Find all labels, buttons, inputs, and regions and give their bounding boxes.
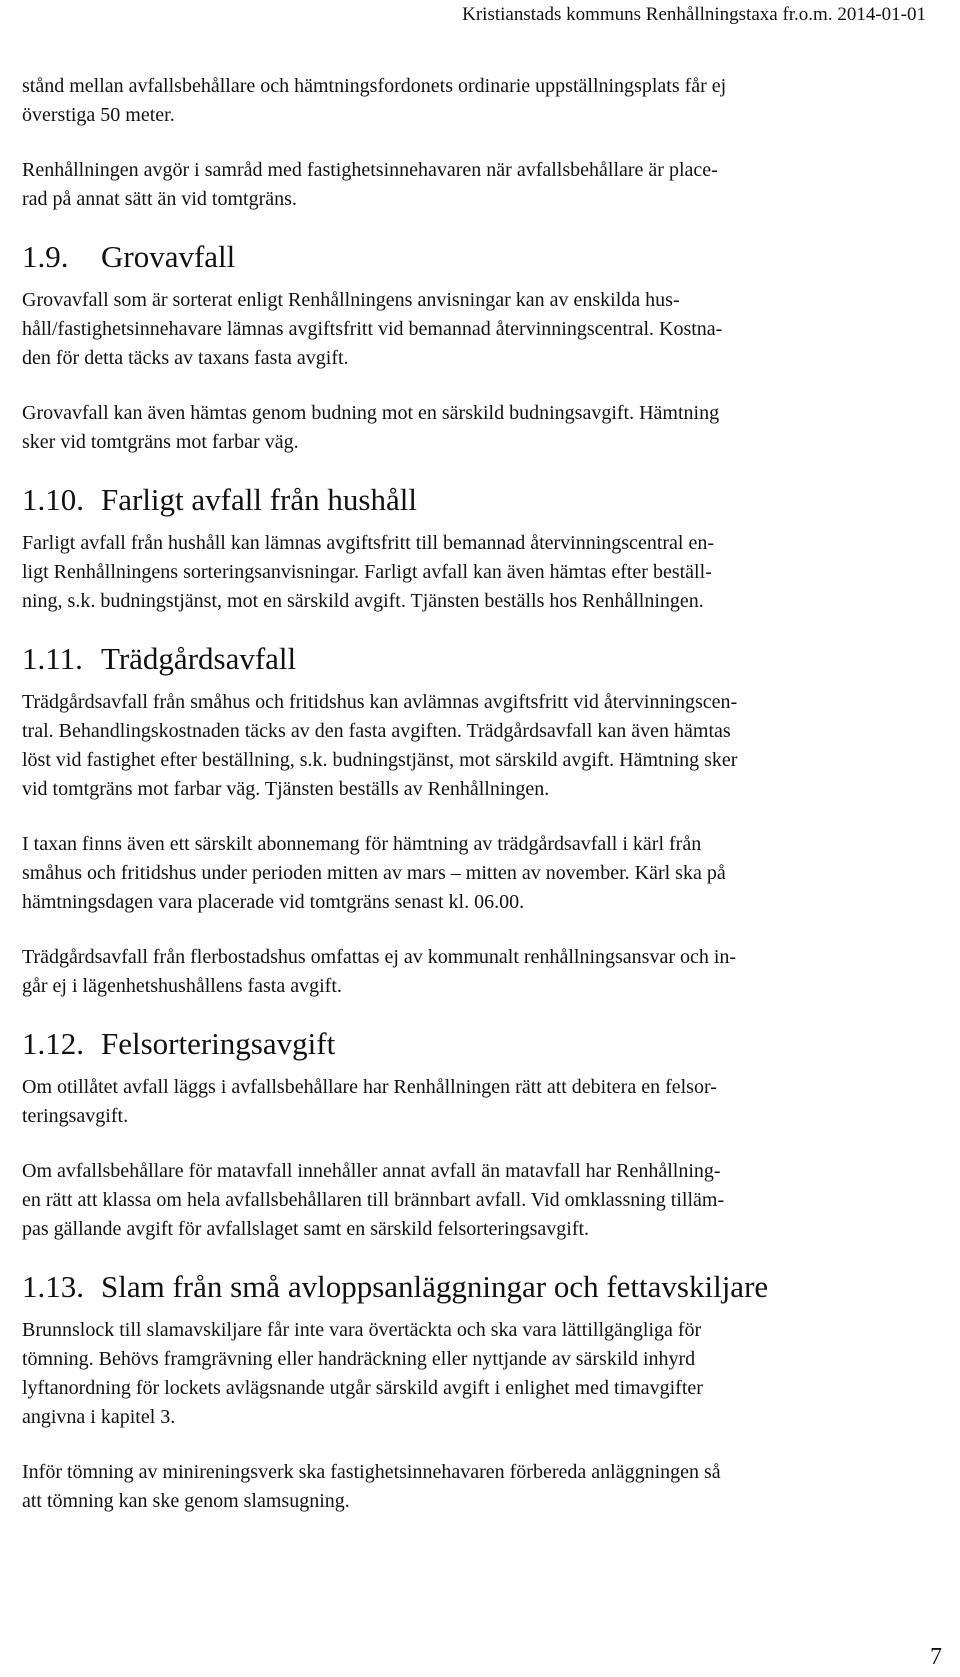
text-line: överstiga 50 meter. — [22, 104, 175, 126]
text-line: hämtningsdagen vara placerade vid tomtgräns senast kl. 06.00. — [22, 891, 525, 913]
section-title: Slam från små avloppsanläggningar och fettavskiljare — [101, 1269, 769, 1304]
paragraph — [22, 830, 942, 917]
text-line: Grovavfall kan även hämtas genom budning mot en särskild budningsavgift. Hämtning — [22, 402, 720, 424]
text-line: småhus och fritidshus under perioden mitten av mars – mitten av november. Kärl ska på — [22, 862, 726, 884]
text-line: Om otillåtet avfall läggs i avfallsbehållare har Renhållningen rätt att debitera en felsor- — [22, 1076, 717, 1098]
text-line: sker vid tomtgräns mot farbar väg. — [22, 431, 299, 453]
paragraph — [22, 529, 942, 616]
section-number: 1.11. — [22, 641, 83, 676]
section-heading-grovavfall — [22, 240, 942, 274]
text-line: rad på annat sätt än vid tomtgräns. — [22, 188, 297, 210]
text-line: Trädgårdsavfall från småhus och fritidshus kan avlämnas avgiftsfritt vid återvinningscen- — [22, 691, 738, 713]
text-line: att tömning kan ske genom slamsugning. — [22, 1490, 350, 1512]
text-line: en rätt att klassa om hela avfallsbehållaren till brännbart avfall. Vid omklassning tilläm- — [22, 1189, 725, 1211]
section-heading-farligt-avfall — [22, 483, 942, 517]
section-title: Trädgårdsavfall — [101, 641, 297, 676]
text-line: ning, s.k. budningstjänst, mot en särskild avgift. Tjänsten beställs hos Renhållningen. — [22, 590, 704, 612]
section-number: 1.10. — [22, 482, 84, 517]
section-number: 1.9. — [22, 239, 69, 274]
text-line: den för detta täcks av taxans fasta avgift. — [22, 347, 349, 369]
text-line: pas gällande avgift för avfallslaget samt en särskild felsorteringsavgift. — [22, 1218, 590, 1240]
section-number: 1.12. — [22, 1026, 84, 1061]
document-body — [22, 72, 942, 1542]
paragraph — [22, 1073, 942, 1131]
paragraph — [22, 156, 942, 214]
paragraph — [22, 1316, 942, 1432]
text-line: Brunnslock till slamavskiljare får inte vara övertäckta och ska vara lättillgängliga för — [22, 1319, 702, 1341]
paragraph — [22, 688, 942, 804]
text-line: går ej i lägenhetshushållens fasta avgift. — [22, 975, 342, 997]
paragraph — [22, 286, 942, 373]
section-title: Grovavfall — [101, 239, 236, 274]
running-header: Kristianstads kommuns Renhållningstaxa fr.o.m. 2014-01-01 — [462, 4, 926, 25]
text-line: vid tomtgräns mot farbar väg. Tjänsten beställs av Renhållningen. — [22, 778, 550, 800]
text-line: tömning. Behövs framgrävning eller handräckning eller nyttjande av särskild inhyrd — [22, 1348, 696, 1370]
text-line: Farligt avfall från hushåll kan lämnas avgiftsfritt till bemannad återvinningscentral en- — [22, 532, 715, 554]
section-title: Felsorteringsavgift — [101, 1026, 336, 1061]
text-line: Om avfallsbehållare för matavfall innehåller annat avfall än matavfall har Renhållning- — [22, 1160, 721, 1182]
section-title: Farligt avfall från hushåll — [101, 482, 417, 517]
text-line: Grovavfall som är sorterat enligt Renhållningens anvisningar kan av enskilda hus- — [22, 289, 680, 311]
paragraph — [22, 399, 942, 457]
paragraph — [22, 943, 942, 1001]
section-heading-felsorteringsavgift — [22, 1027, 942, 1061]
text-line: Trädgårdsavfall från flerbostadshus omfattas ej av kommunalt renhållningsansvar och in- — [22, 946, 737, 968]
text-line: Inför tömning av minireningsverk ska fastighetsinnehavaren förbereda anläggningen så — [22, 1461, 721, 1483]
text-line: angivna i kapitel 3. — [22, 1406, 176, 1428]
paragraph — [22, 1157, 942, 1244]
text-line: tral. Behandlingskostnaden täcks av den fasta avgiften. Trädgårdsavfall kan även hämtas — [22, 720, 731, 742]
text-line: stånd mellan avfallsbehållare och hämtningsfordonets ordinarie uppställningsplats får ej — [22, 75, 727, 97]
text-line: löst vid fastighet efter beställning, s.k. budningstjänst, mot särskild avgift. Hämtning sker — [22, 749, 738, 771]
section-heading-slam — [22, 1270, 942, 1304]
text-line: I taxan finns även ett särskilt abonnemang för hämtning av trädgårdsavfall i kärl från — [22, 833, 702, 855]
text-line: ligt Renhållningens sorteringsanvisningar. Farligt avfall kan även hämtas efter beställ- — [22, 561, 712, 583]
section-heading-tradgardsavfall — [22, 642, 942, 676]
text-line: Renhållningen avgör i samråd med fastighetsinnehavaren när avfallsbehållare är place- — [22, 159, 718, 181]
paragraph — [22, 72, 942, 130]
page-number: 7 — [930, 1644, 942, 1670]
paragraph — [22, 1458, 942, 1516]
text-line: håll/fastighetsinnehavare lämnas avgiftsfritt vid bemannad återvinningscentral. Kostna- — [22, 318, 723, 340]
text-line: teringsavgift. — [22, 1105, 129, 1127]
section-number: 1.13. — [22, 1269, 84, 1304]
text-line: lyftanordning för lockets avlägsnande utgår särskild avgift i enlighet med timavgifter — [22, 1377, 703, 1399]
